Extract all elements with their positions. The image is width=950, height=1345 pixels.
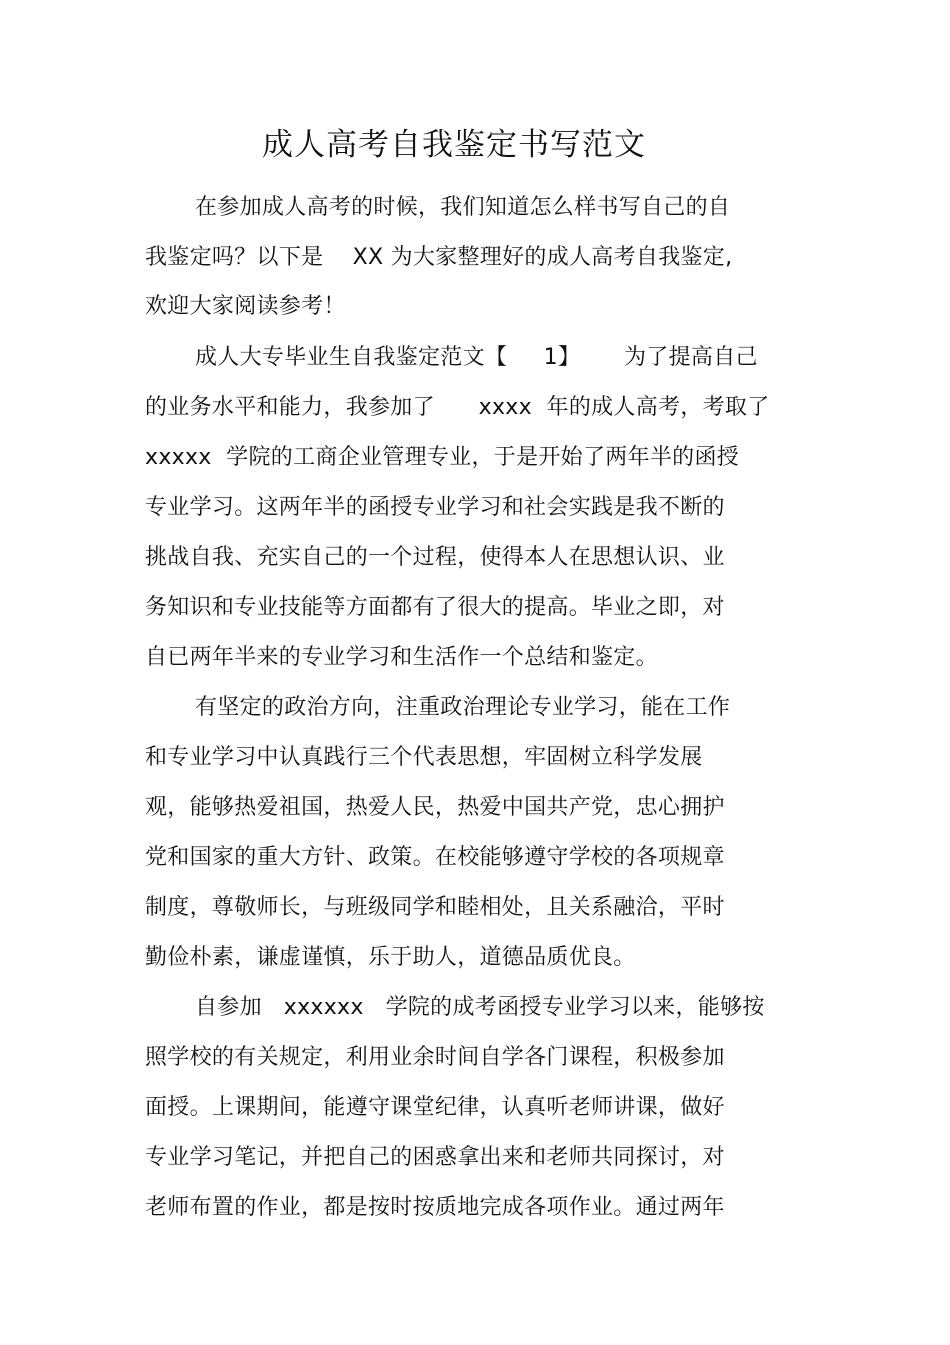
- text-line: xxxxx 学院的工商企业管理专业，于是开始了两年半的函授: [145, 445, 740, 470]
- text-line: 在参加成人高考的时候，我们知道怎么样书写自己的自: [195, 195, 731, 220]
- text-line: 勤俭朴素，谦虚谨慎，乐于助人，道德品质优良。: [145, 945, 636, 970]
- text-line: 专业学习笔记，并把自己的困惑拿出来和老师共同探讨，对: [145, 1145, 725, 1170]
- text-line: 制度，尊敬师长，与班级同学和睦相处，且关系融洽，平时: [145, 895, 725, 920]
- document-title: 成人高考自我鉴定书写范文: [262, 127, 646, 163]
- text-line: 面授。上课期间，能遵守课堂纪律，认真听老师讲课，做好: [145, 1095, 725, 1120]
- text-line: 党和国家的重大方针、政策。在校能够遵守学校的各项规章: [145, 845, 725, 870]
- text-line: 自已两年半来的专业学习和生活作一个总结和鉴定。: [145, 645, 658, 670]
- text-line: 照学校的有关规定，利用业余时间自学各门课程，积极参加: [145, 1045, 725, 1070]
- text-line: 欢迎大家阅读参考！: [145, 294, 346, 319]
- text-line: 老师布置的作业，都是按时按质地完成各项作业。通过两年: [145, 1195, 725, 1220]
- text-line: 专业学习。这两年半的函授专业学习和社会实践是我不断的: [145, 495, 725, 520]
- text-line: 自参加 xxxxxx 学院的成考函授专业学习以来，能够按: [195, 995, 765, 1020]
- text-line: 观，能够热爱祖国，热爱人民，热爱中国共产党，忠心拥护: [145, 795, 725, 820]
- text-line: 成人大专毕业生自我鉴定范文【 1】 为了提高自己: [195, 345, 758, 370]
- text-line: 有坚定的政治方向，注重政治理论专业学习，能在工作: [195, 695, 731, 720]
- text-line: 我鉴定吗？以下是 XX 为大家整理好的成人高考自我鉴定,: [145, 245, 733, 270]
- text-line: 的业务水平和能力，我参加了 xxxx 年的成人高考，考取了: [145, 395, 770, 420]
- text-line: 挑战自我、充实自己的一个过程，使得本人在思想认识、业: [145, 545, 725, 570]
- text-line: 务知识和专业技能等方面都有了很大的提高。毕业之即，对: [145, 595, 725, 620]
- text-line: 和专业学习中认真践行三个代表思想，牢固树立科学发展: [145, 745, 703, 770]
